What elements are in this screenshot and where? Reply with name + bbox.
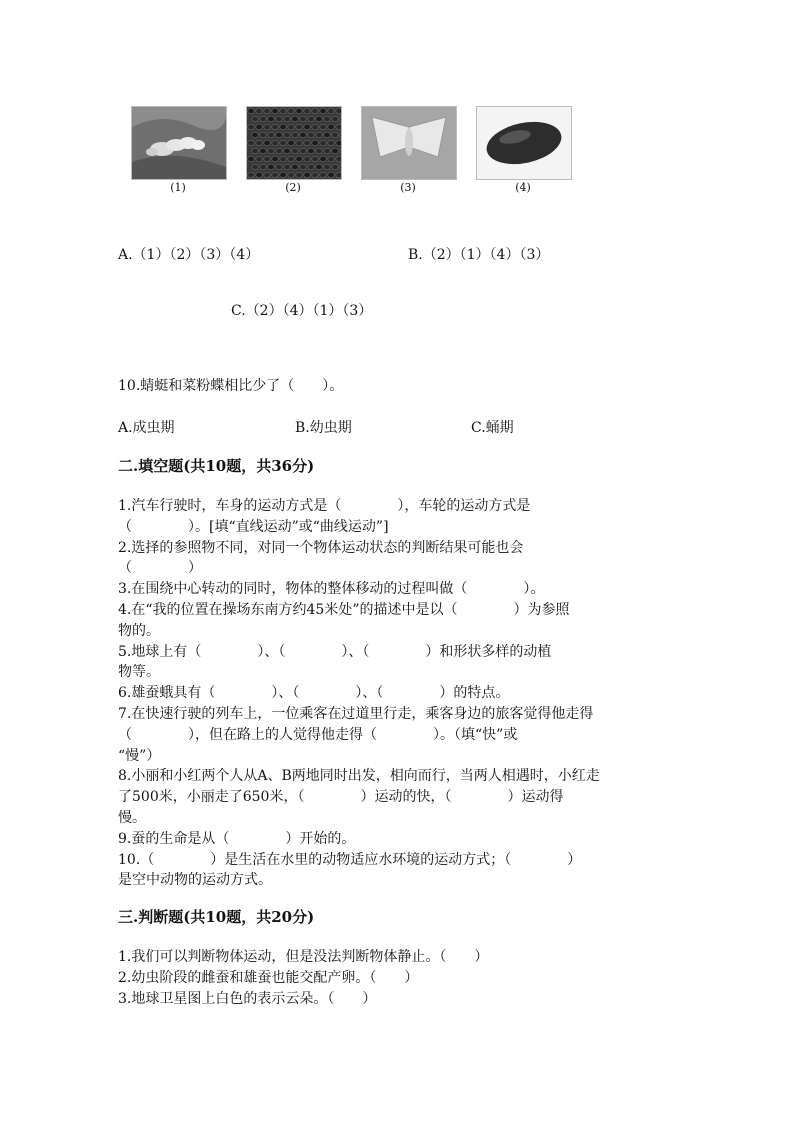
image-caption-4: (4)	[515, 181, 531, 194]
section2-line: 慢。	[118, 810, 146, 826]
section2-line: 3.在围绕中心转动的同时，物体的整体移动的过程叫做（ ）。	[118, 581, 545, 598]
section2-line: （ ），但在路上的人觉得他走得（ ）。（填“快”或	[118, 726, 518, 743]
section2-line: “慢”）	[118, 747, 161, 764]
section2-line: 了500米，小丽走了650米，（ ）运动的快，（ ）运动得	[118, 789, 564, 806]
section2-line: 6.雄蚕蛾具有（ ）、（ ）、（ ）的特点。	[118, 685, 510, 702]
section2-line: 是空中动物的运动方式。	[118, 872, 272, 889]
section2-line: 物的。	[118, 622, 160, 639]
section2-title: 二.填空题(共10题，共36分)	[118, 457, 315, 475]
silkworm-eggs-photo	[246, 106, 342, 180]
section2-line: 8.小丽和小红两个人从A、B两地同时出发，相向而行，当两人相遇时，小红走	[118, 768, 600, 785]
q10-option-a: A.成虫期	[118, 420, 175, 436]
section2-line: 4.在“我的位置在操场东南方约45米处”的描述中是以（ ）为参照	[118, 602, 570, 618]
image-caption-3: (3)	[400, 181, 416, 194]
q9-option-c: C.（2）（4）（1）（3）	[231, 303, 373, 319]
section3-line: 2.幼虫阶段的雌蚕和雄蚕也能交配产卵。（ ）	[118, 970, 419, 986]
q9-option-a: A.（1）（2）（3）（4）	[118, 247, 260, 263]
section2-line: 1.汽车行驶时，车身的运动方式是（ ），车轮的运动方式是	[118, 498, 531, 514]
section2-line: 2.选择的参照物不同，对同一个物体运动状态的判断结果可能也会	[118, 539, 524, 556]
section2-line: 物等。	[118, 664, 160, 681]
silkworm-larva-photo	[131, 106, 227, 180]
q9-option-b: B.（2）（1）（4）（3）	[408, 247, 550, 263]
section3-line: 1.我们可以判断物体运动，但是没法判断物体静止。（ ）	[118, 949, 489, 965]
image-caption-2: (2)	[285, 181, 301, 194]
section2-line: 5.地球上有（ ）、（ ）、（ ）和形状多样的动植	[118, 643, 552, 660]
silkworm-moth-photo	[361, 106, 457, 180]
section3-title: 三.判断题(共10题，共20分)	[118, 908, 315, 926]
section2-line: 9.蚕的生命是从（ ）开始的。	[118, 830, 356, 847]
section3-line: 3.地球卫星图上白色的表示云朵。（ ）	[118, 991, 377, 1007]
image-caption-1: (1)	[170, 181, 186, 194]
section2-line: （ ）。[填“直线运动”或“曲线运动”]	[118, 518, 389, 535]
q10-stem: 10.蜻蜓和菜粉蝶相比少了（ ）。	[118, 378, 344, 394]
section2-line: 10.（ ）是生活在水里的动物适应水环境的运动方式；（ ）	[118, 851, 582, 868]
section2-line: 7.在快速行驶的列车上，一位乘客在过道里行走，乘客身边的旅客觉得他走得	[118, 706, 594, 722]
section2-line: （ ）	[118, 560, 202, 577]
silkworm-cocoon-photo	[476, 106, 572, 180]
q10-option-b: B.幼虫期	[295, 420, 352, 436]
q10-option-c: C.蛹期	[471, 420, 514, 436]
